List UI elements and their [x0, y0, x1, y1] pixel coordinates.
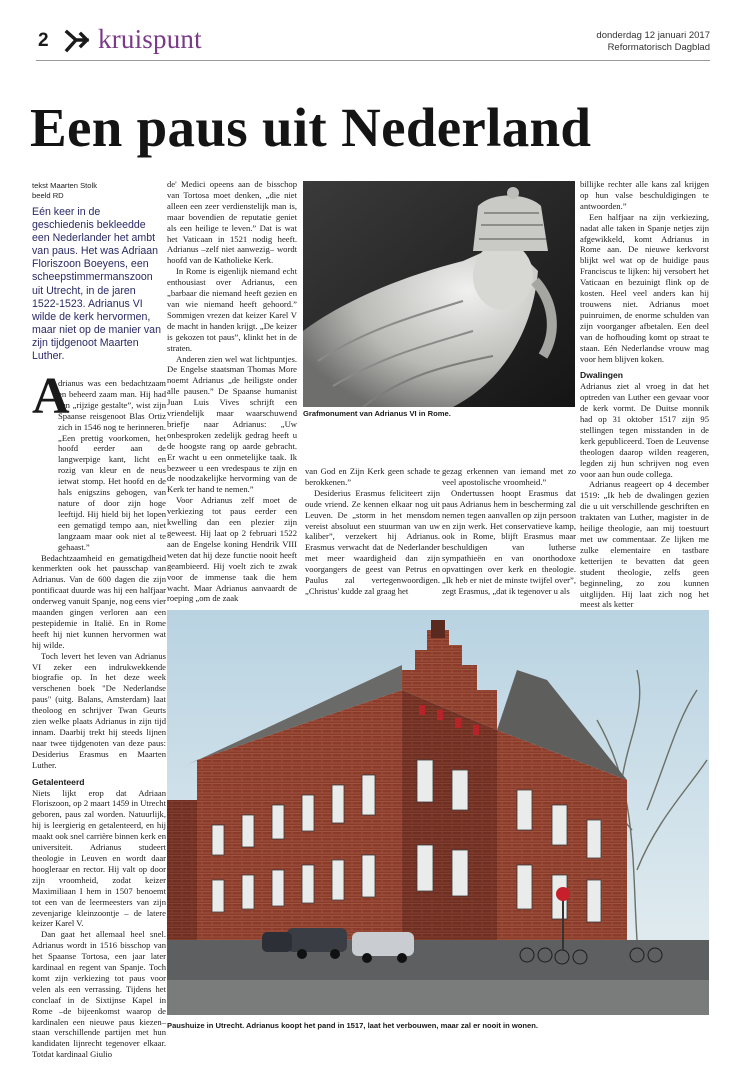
issue-date: donderdag 12 januari 2017	[596, 30, 710, 41]
article-column-3	[305, 466, 440, 597]
article-paragraph: drianus was een bedachtzaam en beheerd zaam man. Hij had een „rijzige gestalte”, wist zijn Spaanse reisgenoot Blas Ortiz zich in 1546 nog te herinneren. „Een prettig voorkomen, het hoofd eerder aan de langwerpige kant, licht en rozig van kleur en de neus ietwat stomp. Het hoofd en de hals enigszins gebogen, van nature of door zijn hoge leeftijd. Hij hield bij het lopen een gematigd tempo aan, niet langzaam maar ook niet al te gehaast.”	[58, 378, 166, 552]
drop-cap: A	[32, 368, 70, 425]
paushuize-illustration	[167, 610, 709, 1015]
article-headline: Een paus uit Nederland	[30, 97, 592, 158]
header-date-block	[596, 30, 710, 54]
tomb-illustration	[303, 181, 575, 407]
article-column-5	[580, 179, 709, 610]
article-paragraph: Voor Adrianus zelf moet de verkiezing tot paus eerder een kwelling dan een plezier zijn geweest. Hij laat op 2 februari 1522 aan de Engelse koning Hendrik VIII weten dat hij deze functie nooit heeft geambieerd. Hij voelt zich te zwak voor de immense taak die hem wacht. Maar Adrianus aanvaardt de roeping „om de zaak	[167, 495, 297, 604]
article-paragraph: Een halfjaar na zijn verkiezing, nadat alle taken in Spanje netjes zijn afgewikkeld, komt Adrianus in Rome aan. De nieuwe kerkvorst blijkt wel wat op de huidige paus Franciscus te lijken: hij versobert het Vaticaan en bezuinigt flink op de kosten. Heel veel anders kan hij trouwens niet. Adrianus moet puinruimen, de enorme schulden van zijn voorganger afbetalen. Een deel van de hofhouding komt op straat te staan. Eén Nederlandse vrouw mag voor hem blijven koken.	[580, 211, 709, 364]
credit-image: beeld RD	[32, 191, 64, 200]
article-paragraph: Desiderius Erasmus feliciteert zijn oude vriend. Ze kennen elkaar nog uit Leuven. De „storm in het mensdom vereist absoluut een stuurman van uw kaliber”, verzekert hij Adrianus. Erasmus verwacht dat de Nederlander met meer waardigheid dan zijn voorgangers de geest van Petrus en Paulus zal vertegenwoordigen. „Christus' kudde zal graag het	[305, 487, 440, 596]
subheading: Dwalingen	[580, 370, 623, 381]
article-column-4	[442, 466, 576, 597]
header-divider	[36, 60, 710, 61]
article-paragraph: Dan gaat het allemaal heel snel. Adrianus wordt in 1516 bisschop van het Spaanse Tortosa, een jaar later kardinaal en regent van Spanje. Toch komt zijn verkiezing tot paus voor velen als een verrassing. Tijdens het conclaaf in de Sixtijnse Kapel in Rome –de bijeenkomst waarop de kardinalen een nieuwe paus kiezen– staan verschillende partijen met hun kandidaten lijnrecht tegenover elkaar. Totdat kardinaal Giulio	[32, 929, 166, 1060]
article-paragraph: Ondertussen hoopt Erasmus dat paus Adrianus hem in bescherming zal nemen tegen aanvallen op zijn persoon en zijn werk. Het conservatieve kamp, ook in Rome, blijft Erasmus maar beschuldigen van lutherse sympathieën en van onorthodoxe opvattingen over kerk en theologie. „Ik heb er niet de minste twijfel over”, zegt Erasmus, „dat ik tegenover u als	[442, 487, 576, 596]
article-paragraph: Adrianus ziet al vroeg in dat het optreden van Luther een gevaar voor de kerk vormt. De Duitse monnik had op 31 oktober 1517 zijn 95 stellingen tegen misstanden in de kerk gepubliceerd. Toen de Leuvense theologen daarop wilden reageren, legden zij hun schrijven nog even voor aan hun oude collega.	[580, 381, 709, 479]
subheading: Getalenteerd	[32, 776, 85, 787]
article-paragraph: Adrianus reageert op 4 december 1519: „Ik heb de dwalingen gezien die u uit verschillende geschriften en traktaten van Luther, magister in de heilige theologie, aan mij toestuurt met uw commentaar. Ze lijken me zulke elementaire en tastbare ketterijen te bevatten dat geen student theologie, zelfs geen beginneling, zo zou kunnen uitglijden. Hij laat zich nog het meest als ketter	[580, 479, 709, 610]
credit-text: tekst Maarten Stolk	[32, 181, 97, 190]
article-column-1	[32, 368, 166, 1060]
paushuize-photo-caption: Paushuize in Utrecht. Adrianus koopt het pand in 1517, laat het verbouwen, maar zal er nooit in wonen.	[167, 1021, 539, 1030]
page-number: 2	[38, 30, 49, 51]
article-credits	[32, 181, 97, 201]
article-paragraph: Niets lijkt erop dat Adriaan Floriszoon, op 2 maart 1459 in Utrecht geboren, paus zal worden. Natuurlijk, hij is leergierig en getalenteerd, en hij maakt ook snel carrière binnen kerk en universiteit. Adrianus studeert theologie in Leuven en wordt daar hoogleraar en rector. Hij valt op door zijn vroomheid, zodat keizer Maximiliaan I hem in 1507 benoemt tot een van de leermeesters van zijn zevenjarige kleinzoontje – de latere keizer Karel V.	[32, 787, 166, 929]
paushuize-photo	[167, 610, 709, 1015]
article-paragraph: In Rome is eigenlijk niemand echt enthousiast over Adrianus, een „barbaar die niemand heeft gezien en van wie niemand heeft gehoord.” Sommigen vrezen dat keizer Karel V de macht in handen krijgt. „De keizer is gekozen tot paus”, klinkt het in de straten.	[167, 266, 297, 353]
article-paragraph: Anderen zien wel wat lichtpuntjes. De Engelse staatsman Thomas More noemt Adrianus „de heiligste onder alle pausen.” De Spaanse humanist Juan Luis Vives schrijft een vriendelijk maar waarschuwend briefje naar Adrianus: „Uw onbesproken zedelijk gedrag heeft u de hoogste rang op aarde gebracht. Er wacht u een onmetelijke taak. Ik bezweer u een vredespaus te zijn en de noodzakelijke hervorming van de Kerk ter hand te nemen.”	[167, 353, 297, 495]
article-paragraph: van God en Zijn Kerk geen schade te berokkenen.”	[305, 466, 440, 487]
tomb-photo	[303, 181, 575, 407]
article-paragraph: billijke rechter alle kans zal krijgen op hun valse beschuldigingen te antwoorden.”	[580, 179, 709, 211]
tomb-photo-caption: Grafmonument van Adrianus VI in Rome.	[303, 409, 451, 418]
article-intro: Eén keer in de geschiedenis bekleedde een Nederlander het ambt van paus. Het was Adriaan Floriszoon Boeyens, een scheepstimmermanszoon uit Utrecht, in de jaren 1522-1523. Adrianus VI wilde de kerk hervormen, maar niet op de manier van zijn tijdgenoot Maarten Luther.	[32, 206, 161, 363]
section-name: kruispunt	[98, 24, 202, 54]
publication-name: Reformatorisch Dagblad	[607, 42, 710, 53]
article-paragraph: gezag erkennen van iemand met zo veel apostolische vroomheid.”	[442, 466, 576, 487]
article-paragraph: Bedachtzaamheid en gematigdheid kenmerkten ook het pausschap van Adrianus. Van de 600 dagen die zijn pontificaat duurde was hij een halfjaar onderweg vanuit Spanje, nog eens vier maanden gingen verloren aan een pestepidemie in Italië. En in Rome heeft hij niet kunnen hervormen wat hij wilde.	[32, 552, 166, 650]
article-paragraph: Toch levert het leven van Adrianus VI zeker een indrukwekkende biografie op. In het deze week verschenen boek "De Nederlandse paus" (uitg. Balans, Amsterdam) laat theoloog en schrijver Twan Geurts zien welke plaats Adrianus in zijn tijd innam. Daarbij trekt hij steeds lijnen naar twee tijdgenoten van deze paus: Desiderius Erasmus en Maarten Luther.	[32, 650, 166, 770]
article-paragraph: de' Medici opeens aan de bisschop van Tortosa moet denken, „die niet alleen een zeer verdienstelijk man is, maar bovendien de reputatie geniet als een heilige te leven.” Dat is wat het Vaticaan in 1521 nodig heeft. Adrianus –zelf niet aanwezig– wordt hoofd van de Katholieke Kerk.	[167, 179, 297, 266]
crossroads-logo-icon	[64, 29, 90, 53]
article-column-2	[167, 179, 297, 604]
